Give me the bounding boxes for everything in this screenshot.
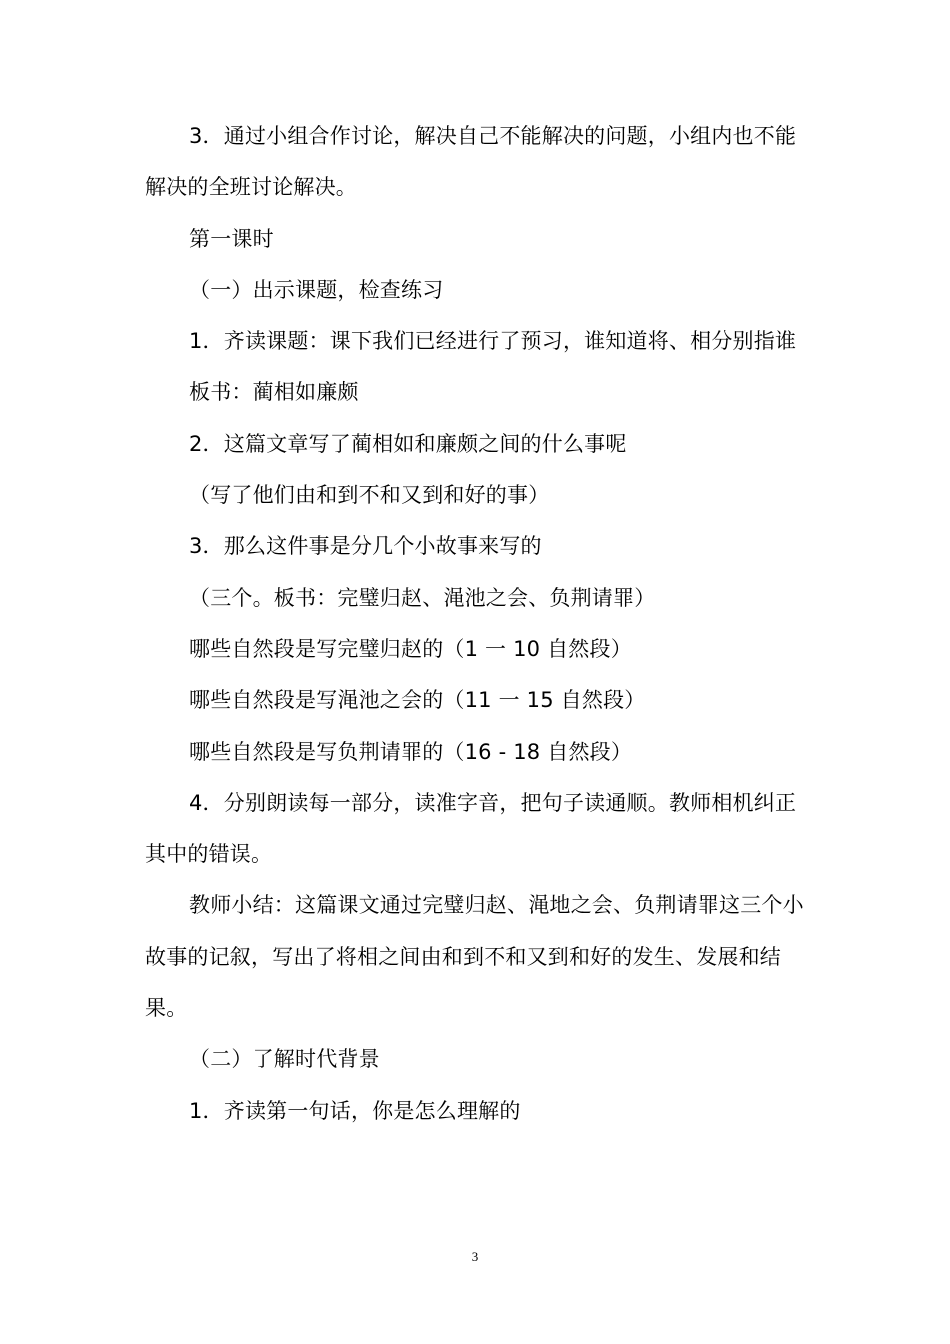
paragraph-teacher-summary: 教师小结：这篇课文通过完璧归赵、渑地之会、负荆请罪这三个小故事的记叙，写出了将相之间由和到不和又到和好的发生、发展和结果。 bbox=[145, 893, 804, 1021]
paragraph-discussion-step: 3．通过小组合作讨论，解决自己不能解决的问题，小组内也不能解决的全班讨论解决。 bbox=[145, 124, 797, 200]
paragraph-story-two-range: 哪些自然段是写渑池之会的（11 一 15 自然段） bbox=[189, 688, 646, 713]
paragraph-question-stories: 3．那么这件事是分几个小故事来写的 bbox=[189, 534, 542, 559]
paragraph-question-what-event: 2．这篇文章写了蔺相如和廉颇之间的什么事呢 bbox=[189, 431, 627, 456]
paragraph-answer-event: （写了他们由和到不和又到和好的事） bbox=[189, 483, 550, 508]
paragraph-read-first-sentence: 1．齐读第一句话，你是怎么理解的 bbox=[189, 1098, 521, 1123]
section-heading-two: （二）了解时代背景 bbox=[189, 1047, 380, 1072]
paragraph-answer-stories: （三个。板书：完璧归赵、渑池之会、负荆请罪） bbox=[189, 585, 656, 610]
paragraph-read-each-part: 4．分别朗读每一部分，读准字音，把句子读通顺。教师相机纠正其中的错误。 bbox=[145, 790, 797, 867]
paragraph-read-title: 1．齐读课题：课下我们已经进行了预习，谁知道将、相分别指谁 bbox=[189, 329, 797, 354]
section-heading-one: （一）出示课题，检查练习 bbox=[189, 277, 444, 302]
page-number: 3 bbox=[471, 1249, 479, 1264]
paragraph-first-lesson: 第一课时 bbox=[189, 226, 274, 251]
paragraph-story-three-range: 哪些自然段是写负荆请罪的（16 - 18 自然段） bbox=[189, 739, 633, 764]
document-body bbox=[145, 111, 807, 1137]
paragraph-story-one-range: 哪些自然段是写完璧归赵的（1 一 10 自然段） bbox=[189, 636, 632, 661]
paragraph-board-writing: 板书：蔺相如廉颇 bbox=[189, 380, 359, 405]
